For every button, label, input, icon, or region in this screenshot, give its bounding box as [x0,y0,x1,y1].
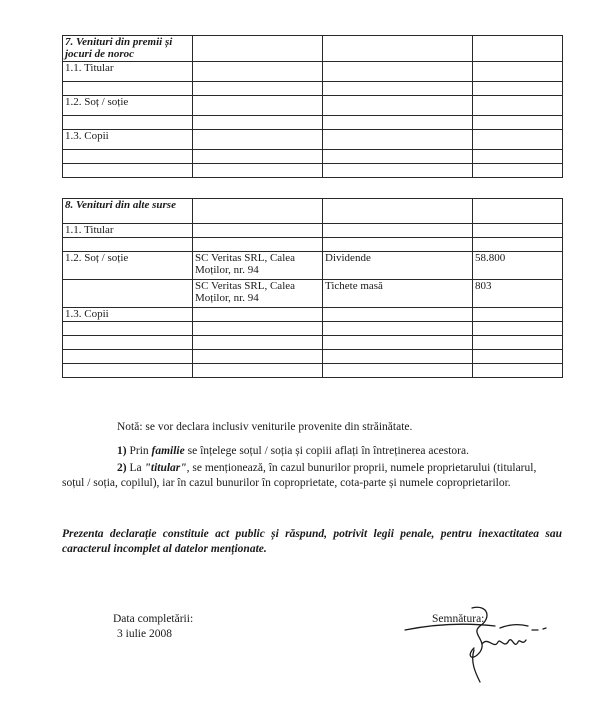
income-type-cell [323,62,473,82]
income-type-cell [323,308,473,322]
source-cell [193,164,323,178]
row-label: 1.2. Soț / soție [63,96,193,116]
table-row [63,130,563,150]
row-label [63,350,193,364]
income-type-cell [323,350,473,364]
amount-cell [473,62,563,82]
table-title-row [63,36,563,62]
row-label [63,150,193,164]
table-cell [473,36,563,62]
table-row [63,164,563,178]
source-cell [193,224,323,238]
row-label [63,116,193,130]
income-type-cell [323,322,473,336]
amount-cell [473,130,563,150]
amount-cell [473,364,563,378]
income-type-cell [323,364,473,378]
table-row [63,238,563,252]
row-label [63,364,193,378]
table-row [63,308,563,322]
source-cell [193,130,323,150]
source-cell [193,350,323,364]
footnote-1-pre: Prin [129,445,149,457]
amount-cell [473,238,563,252]
amount-cell: 58.800 [473,252,563,280]
amount-cell [473,308,563,322]
table-venituri-premii [62,35,563,178]
table-cell [193,199,323,224]
row-label: 1.3. Copii [63,308,193,322]
table-row [63,150,563,164]
table-cell [323,36,473,62]
income-type-cell [323,164,473,178]
amount-cell: 803 [473,280,563,308]
row-label: 1.2. Soț / soție [63,252,193,280]
date-value: 3 iulie 2008 [117,628,172,640]
source-cell [193,322,323,336]
table-row [63,224,563,238]
source-cell [193,150,323,164]
income-type-cell [323,96,473,116]
source-cell [193,364,323,378]
row-label [63,322,193,336]
row-label: 1.3. Copii [63,130,193,150]
source-cell [193,308,323,322]
amount-cell [473,116,563,130]
source-cell [193,96,323,116]
date-label: Data completării: [113,613,194,625]
footnote-2-rest1: , se menționează, în cazul bunurilor proprii, numele proprietarului (titularul, [186,462,537,474]
table-venituri-alte-surse [62,198,563,378]
table-row [63,280,563,308]
section-title: 8. Venituri din alte surse [63,199,193,224]
table-cell [473,199,563,224]
footnote-2-line2: soțul / soția, copilul), iar în cazul bunurilor în coproprietate, cota-parte și numele coproprietarilor. [62,477,511,489]
note-text: Notă: se vor declara inclusiv veniturile provenite din străinătate. [117,421,413,433]
source-cell: SC Veritas SRL, Calea Moților, nr. 94 [193,280,323,308]
legal-statement: Prezenta declarație constituie act public și răspund, potrivit legii penale, pentru inexactitatea sau caracterul incomplet al datelor menționate. [62,528,562,555]
table-cell [323,199,473,224]
footnote-2 [117,461,536,475]
income-type-cell [323,336,473,350]
income-type-cell: Dividende [323,252,473,280]
income-type-cell [323,224,473,238]
source-cell: SC Veritas SRL, Calea Moților, nr. 94 [193,252,323,280]
amount-cell [473,164,563,178]
footnote-2-term: "titular" [144,462,187,474]
row-label [63,82,193,96]
table-row [63,96,563,116]
row-label [63,164,193,178]
income-type-cell [323,116,473,130]
income-type-cell [323,82,473,96]
section-title: 7. Venituri din premii și jocuri de noroc [63,36,193,62]
row-label [63,280,193,308]
signature-label: Semnătura: [432,613,485,625]
amount-cell [473,82,563,96]
table-row [63,364,563,378]
table-row [63,322,563,336]
source-cell [193,62,323,82]
income-type-cell: Tichete masă [323,280,473,308]
amount-cell [473,350,563,364]
row-label [63,336,193,350]
amount-cell [473,224,563,238]
amount-cell [473,96,563,116]
income-type-cell [323,130,473,150]
amount-cell [473,322,563,336]
footnote-1 [117,444,469,458]
footnote-2-number: 2) [117,462,127,474]
footnote-2-pre: La [129,462,142,474]
source-cell [193,82,323,96]
footnote-1-number: 1) [117,445,127,457]
table-row [63,350,563,364]
table-row [63,116,563,130]
handwritten-signature-icon [400,600,570,690]
source-cell [193,336,323,350]
income-type-cell [323,150,473,164]
footnote-1-term: familie [151,445,185,457]
footnote-1-rest: se înțelege soțul / soția și copiii aflați în întreținerea acestora. [187,445,469,457]
table-row [63,62,563,82]
table-title-row [63,199,563,224]
amount-cell [473,150,563,164]
table-row [63,336,563,350]
row-label: 1.1. Titular [63,224,193,238]
row-label [63,238,193,252]
amount-cell [473,336,563,350]
source-cell [193,116,323,130]
source-cell [193,238,323,252]
table-cell [193,36,323,62]
table-row [63,82,563,96]
row-label: 1.1. Titular [63,62,193,82]
table-row [63,252,563,280]
income-type-cell [323,238,473,252]
